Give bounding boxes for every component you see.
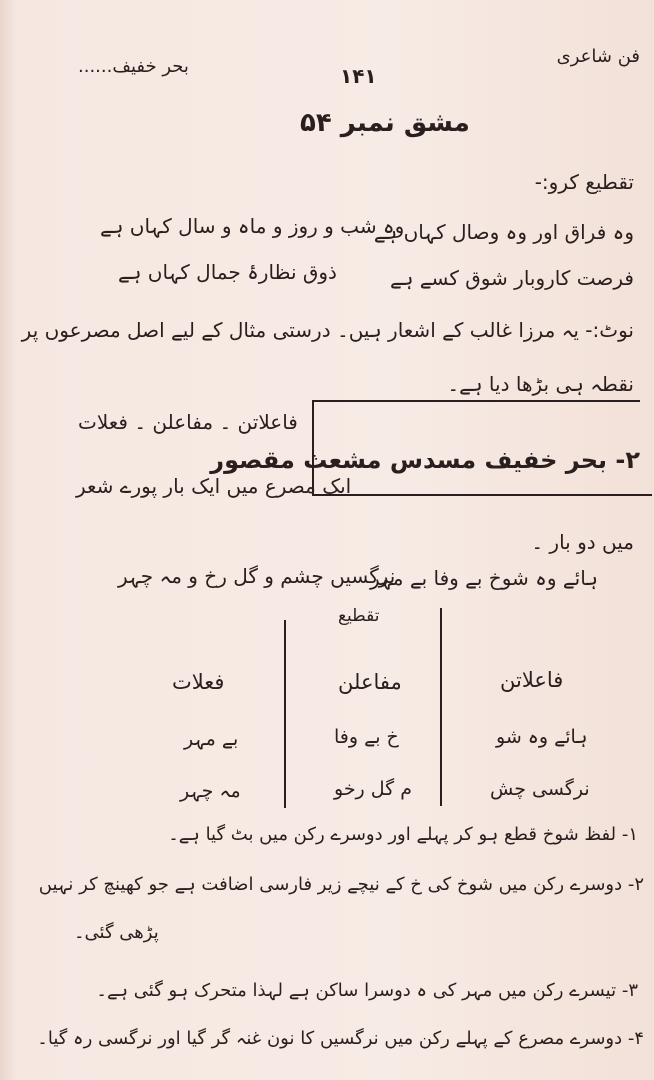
col-1-header: فاعلاتن bbox=[500, 668, 564, 692]
col-3-row-1: بے مہر bbox=[184, 728, 239, 750]
note-item-2: ۲- دوسرے رکن میں شوخ کی خ کے نیچے زیر فارسی اضافت ہے جو کھینچ کر نہیں bbox=[38, 874, 644, 895]
couplet-2-left: ذوق نظارۂ جمال کہاں ہے bbox=[118, 260, 337, 284]
col-2-row-1: خ بے وفا bbox=[334, 726, 399, 748]
couplet-1-right: وہ فراق اور وہ وصال کہاں ہے bbox=[373, 220, 634, 244]
couplet-1-left: وہ شب و روز و ماہ و سال کہاں ہے bbox=[100, 214, 405, 238]
taqti-label: تقطیع bbox=[338, 606, 380, 626]
note-item-2-cont: پڑھی گئی۔ bbox=[74, 922, 159, 943]
note-line-1: نوٹ:- یہ مرزا غالب کے اشعار ہیں۔ درستی مثال کے لیے اصل مصرعوں پر bbox=[21, 318, 634, 342]
section-heading-border-top bbox=[312, 400, 640, 402]
couplet-2-right: فرصت کاروبار شوق کسے ہے bbox=[389, 266, 634, 290]
header-left-title: بحر خفیف...... bbox=[78, 56, 189, 77]
col-3-header: فعلات bbox=[172, 670, 225, 694]
note-item-4: ۴- دوسرے مصرع کے پہلے رکن میں نرگسیں کا نون غنہ گر گیا اور نرگسی رہ گیا۔ bbox=[37, 1028, 644, 1049]
section-heading-border-bottom bbox=[312, 494, 652, 496]
example-left: نرگسیں چشم و گل رخ و مہ چہر bbox=[118, 564, 396, 588]
instruction-text: تقطیع کرو:- bbox=[534, 170, 634, 194]
table-divider-left bbox=[284, 620, 286, 808]
meter-line: فاعلاتن ۔ مفاعلن ۔ فعلات bbox=[78, 410, 298, 434]
example-right: ہائے وہ شوخ بے وفا بے مہر bbox=[370, 566, 598, 590]
page-number: ۱۴۱ bbox=[340, 64, 377, 88]
col-1-row-2: نرگسی چش bbox=[490, 778, 590, 800]
exercise-title: مشق نمبر ۵۴ bbox=[300, 108, 470, 138]
header-right-title: فن شاعری bbox=[556, 46, 640, 67]
note-item-1: ۱- لفظ شوخ قطع ہو کر پہلے اور دوسرے رکن میں بٹ گیا ہے۔ bbox=[168, 824, 638, 845]
note-line-2: نقطہ ہی بڑھا دیا ہے۔ bbox=[447, 372, 634, 396]
col-2-header: مفاعلن bbox=[338, 670, 402, 694]
col-1-row-1: ہائے وہ شو bbox=[496, 726, 588, 748]
section-heading: ۲- بحر خفیف مسدس مشعث مقصور bbox=[210, 446, 640, 474]
col-2-row-2: م گل رخو bbox=[334, 778, 413, 800]
col-3-row-2: مہ چہر bbox=[180, 780, 241, 802]
note-item-3: ۳- تیسرے رکن میں مہر کی ہ دوسرا ساکن ہے لہذا متحرک ہو گئی ہے۔ bbox=[96, 980, 638, 1001]
meter-description-2: میں دو بار ۔ bbox=[531, 530, 634, 554]
meter-description-1: ایک مصرع میں ایک بار پورے شعر bbox=[76, 474, 352, 498]
table-divider-right bbox=[440, 608, 442, 806]
